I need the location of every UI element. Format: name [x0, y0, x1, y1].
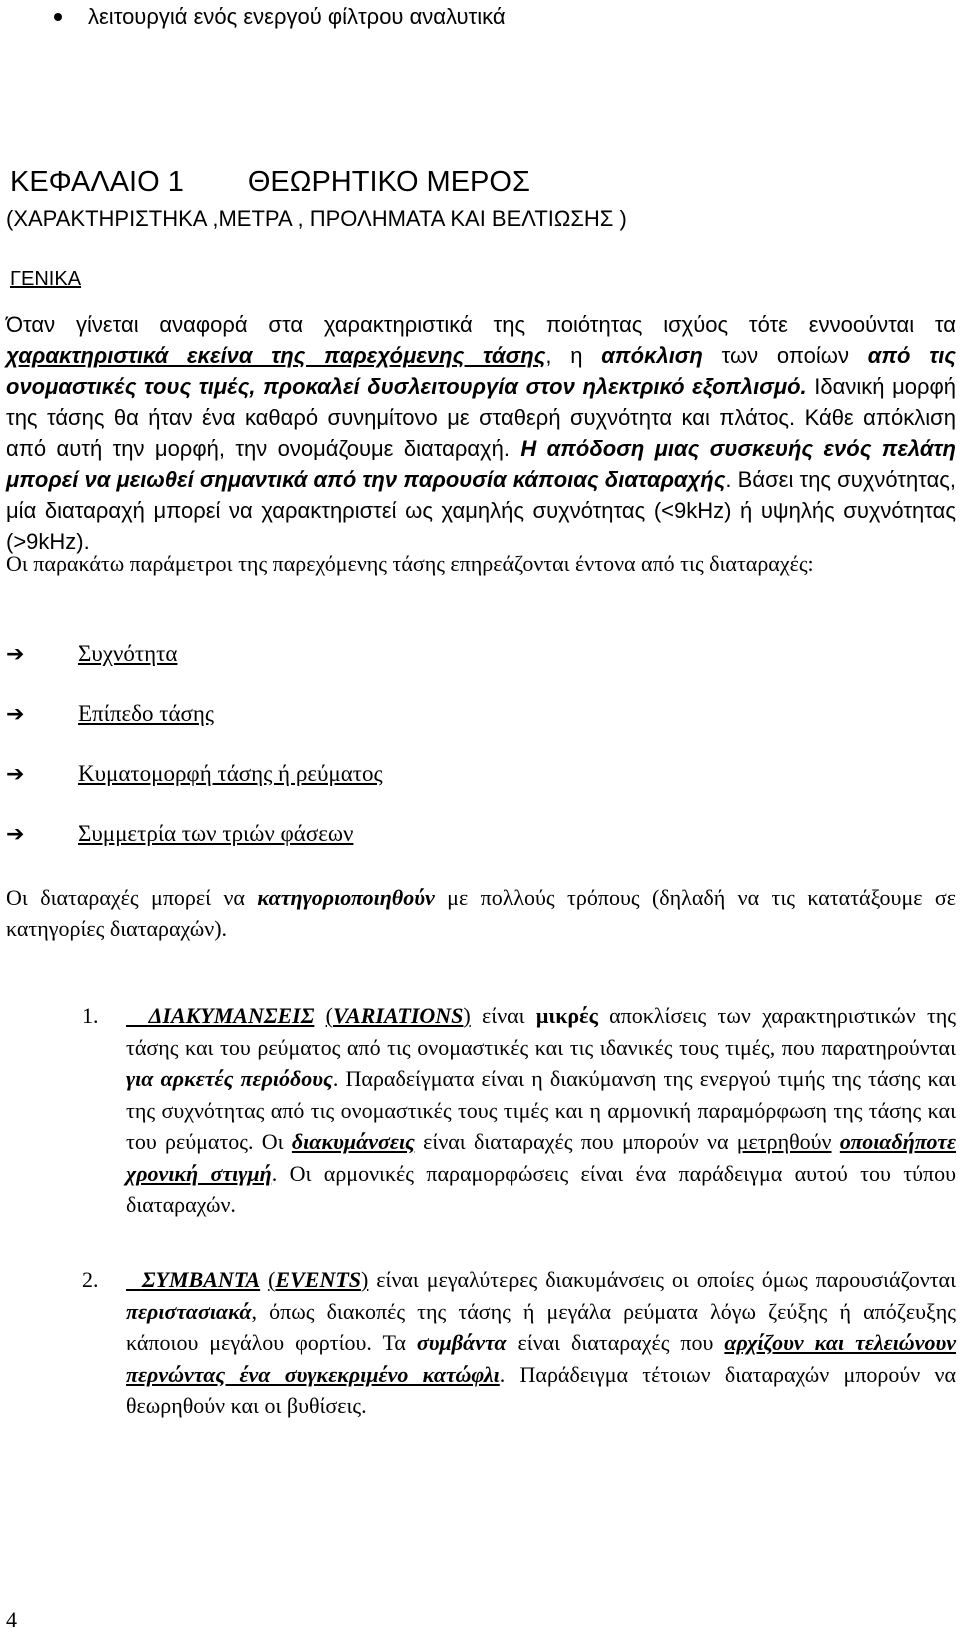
text-span: Όταν γίνεται αναφορά στα χαρακτηριστικά της ποιότητας ισχύος τότε εννοούνται τα [6, 312, 956, 337]
page-number: 4 [6, 1607, 17, 1632]
numbered-item-variations: 1. ΔΙΑΚΥΜΑΝΣΕΙΣ (VARIATIONS) είναι μικρές αποκλίσεις των χαρακτηριστικών της τάσης και του ρεύματος από τις ονομαστικές και τις ιδανικές τους τιμές, που παρατηρούνται για αρκετές περιόδους. Παραδείγματα είναι η διακύμανση της ενεργού τιμής της τάσης και της συχνότητας από τις ονομαστικές τους τιμές και η αρμονική παραμόρφωση της τάσης και του ρεύματος. Οι διακυμάνσεις είναι διαταραχές που μπορούν να μετρηθούν οποιαδήποτε χρονική στιγμή. Οι αρμονικές παραμορφώσεις είναι ένα παράδειγμα αυτού του τύπου διαταραχών. [126, 1000, 956, 1221]
item-title: ΣΥΜΒΑΝΤΑ [141, 1267, 261, 1292]
text-span: διακυμάνσεις [291, 1129, 415, 1154]
chapter-heading [10, 166, 530, 199]
list-item-label: Συμμετρία των τριών φάσεων [78, 821, 354, 846]
list-item-label: Επίπεδο τάσης [78, 701, 215, 726]
text-span: . Οι αρμονικές παραμορφώσεις είναι ένα παράδειγμα αυτού του τύπου διαταραχών. [126, 1160, 956, 1217]
text-span: , η [545, 343, 602, 368]
chapter-subtitle: (ΧΑΡΑΚΤΗΡΙΣΤΗΚΑ ,ΜΕΤΡΑ , ΠΡΟΛΗΜΑΤΑ ΚΑΙ ΒΕΛΤΙΩΣΗΣ ) [6, 206, 627, 231]
text-span: αρχίζουν και τελειώνουν περνώντας ένα συγκεκριμένο κατώφλι [126, 1330, 957, 1387]
top-bullet-item [54, 4, 506, 30]
text-span: συμβάντα [416, 1330, 507, 1355]
item-english-term: EVENTS [275, 1267, 362, 1292]
chapter-number: ΚΕΦΑΛΑΙΟ 1 [10, 166, 184, 198]
list-item [6, 821, 353, 847]
item-number: 1. [82, 1003, 99, 1028]
text-span: Ιδανική μορφή της τάσης θα ήταν ένα καθαρό συνημίτονο με σταθερή συχνότητα και πλάτος. Κάθε απόκλιση από αυτή την μορφή, την ονομάζουμε διαταραχή. [6, 374, 956, 461]
right-arrow-icon: ➔ [6, 822, 25, 847]
text-span: είναι διαταραχές που μπορούν να [414, 1129, 737, 1154]
text-span: από τις ονομαστικές τους τιμές, προκαλεί δυσλειτουργία στον ηλεκτρικό εξοπλισμό. [6, 343, 957, 399]
bullet-icon [54, 13, 62, 21]
text-span: Οι διαταραχές μπορεί να [6, 885, 258, 910]
item-english-term: VARIATIONS [333, 1003, 464, 1028]
list-item [6, 761, 383, 787]
text-span: μικρές [535, 1003, 598, 1028]
text-span: . Παράδειγμα τέτοιων διαταραχών μπορούν να θεωρηθούν και οι βυθίσεις. [126, 1361, 956, 1418]
right-arrow-icon: ➔ [6, 642, 25, 667]
right-arrow-icon: ➔ [6, 702, 25, 727]
text-span: περιστασιακά [126, 1298, 252, 1324]
categories-paragraph [6, 882, 956, 944]
text-span: οποιαδήποτε χρονική στιγμή [126, 1129, 956, 1186]
text-span: απόκλιση [601, 343, 703, 368]
text-span: αποκλίσεις των χαρακτηριστικών της τάσης και του ρεύματος από τις ονομαστικές και τις ιδανικές τους τιμές, που παρατηρούνται [126, 1003, 957, 1060]
item-title: ΔΙΑΚΥΜΑΝΣΕΙΣ [148, 1003, 315, 1028]
top-bullet-text: λειτουργιά ενός ενεργού φίλτρου αναλυτικά [88, 4, 506, 29]
text-span [832, 1129, 840, 1154]
text-span: είναι διαταραχές που [506, 1330, 725, 1355]
text-span: με πολλούς τρόπους (δηλαδή να τις κατατάξουμε σε κατηγορίες διαταραχών). [6, 885, 956, 941]
list-item-label: Κυματομορφή τάσης ή ρεύματος [78, 761, 383, 786]
item-number: 2. [82, 1267, 99, 1292]
text-span: για αρκετές περιόδους [126, 1066, 333, 1091]
text-span: κατηγοριοποιηθούν [257, 885, 435, 910]
numbered-item-events: 2. ΣΥΜΒΑΝΤΑ (EVENTS) είναι μεγαλύτερες διακυμάνσεις οι οποίες όμως παρουσιάζονται περιστασιακά, όπως διακοπές της τάσης ή μεγάλα ρεύματα λόγω ζεύξης ή απόζευξης κάποιου μεγάλου φορτίου. Τα συμβάντα είναι διαταραχές που αρχίζουν και τελειώνουν περνώντας ένα συγκεκριμένο κατώφλι. Παράδειγμα τέτοιων διαταραχών μπορούν να θεωρηθούν και οι βυθίσεις. [126, 1264, 956, 1422]
text-span: χαρακτηριστικά εκείνα της παρεχόμενης τάσης [6, 343, 546, 368]
list-item-label: Συχνότητα [78, 641, 178, 666]
chapter-title: ΘΕΩΡΗΤΙΚΟ ΜΕΡΟΣ [247, 166, 530, 198]
text-span: , όπως διακοπές της τάσης ή μεγάλα ρεύματα λόγω ζεύξης ή απόζευξης κάποιου μεγάλου φορτίου. Τα [126, 1298, 956, 1355]
text-span: είναι μεγαλύτερες διακυμάνσεις οι οποίες όμως παρουσιάζονται [368, 1267, 957, 1292]
parameters-paragraph: Οι παρακάτω παράμετροι της παρεχόμενης τάσης επηρεάζονται έντονα από τις διαταραχές: [6, 551, 814, 576]
text-span: Η απόδοση μιας συσκευής ενός πελάτη μπορεί να μειωθεί σημαντικά από την παρουσία κάποιας διαταραχής [6, 436, 956, 492]
text-span: . Παραδείγματα είναι η διακύμανση της ενεργού τιμής της τάσης και της συχνότητας από τις ονομαστικές τους τιμές και η αρμονική παραμόρφωση της τάσης και του ρεύματος. Οι [126, 1066, 957, 1154]
text-span: των οποίων [702, 343, 868, 368]
text-span: είναι [470, 1003, 536, 1028]
intro-paragraph [6, 309, 956, 557]
list-item [6, 641, 177, 667]
text-span: μετρηθούν [736, 1129, 832, 1154]
list-item [6, 701, 214, 727]
section-heading: ΓΕΝΙΚΑ [10, 268, 82, 290]
right-arrow-icon: ➔ [6, 762, 25, 787]
text-span: . Βάσει της συχνότητας, μία διαταραχή μπορεί να χαρακτηριστεί ως χαμηλής συχνότητας (<9kHz) ή υψηλής συχνότητας (>9kHz). [6, 467, 956, 554]
